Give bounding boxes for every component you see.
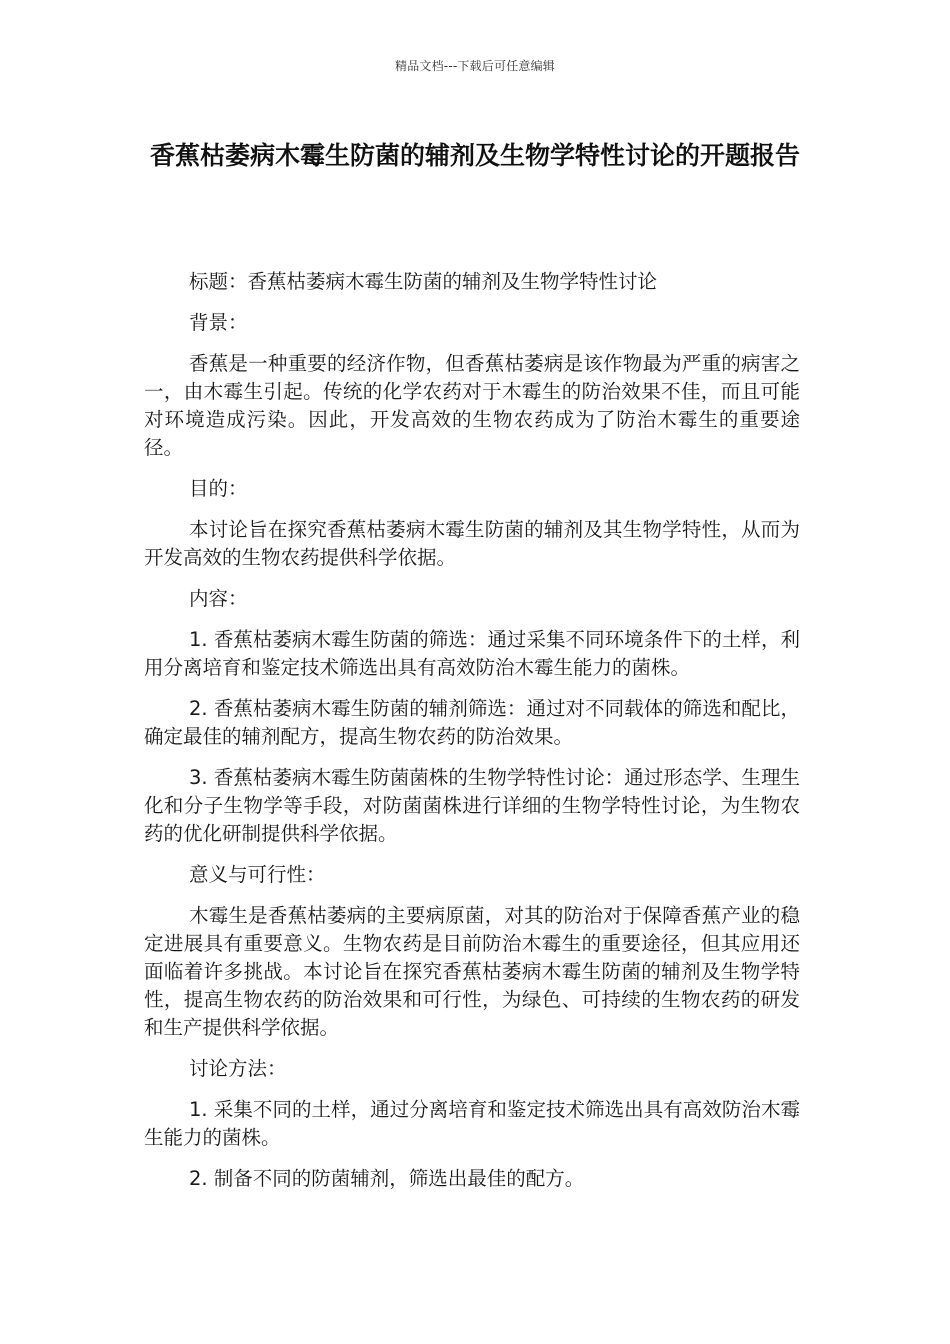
document-body: [144, 268, 800, 1206]
content-item-1: 1. 香蕉枯萎病木霉生防菌的筛选：通过采集不同环境条件下的土样，利用分离培育和鉴定技术筛选出具有高效防治木霉生能力的菌株。: [144, 628, 800, 679]
section-heading-content: 内容：: [189, 587, 248, 610]
content-item-2: 2. 香蕉枯萎病木霉生防菌的辅剂筛选：通过对不同载体的筛选和配比，确定最佳的辅剂配方，提高生物农药的防治效果。: [144, 697, 800, 748]
section-heading-background: 背景：: [189, 311, 248, 334]
document-title: 香蕉枯萎病木霉生防菌的辅剂及生物学特性讨论的开题报告: [149, 141, 800, 170]
paragraph-title-line: 标题：香蕉枯萎病木霉生防菌的辅剂及生物学特性讨论: [189, 270, 658, 293]
paragraph-background: 香蕉是一种重要的经济作物，但香蕉枯萎病是该作物最为严重的病害之一，由木霉生引起。传统的化学农药对于木霉生的防治效果不佳，而且可能对环境造成污染。因此，开发高效的生物农药成为了防治木霉生的重要途径。: [144, 352, 800, 459]
paragraph-purpose: 本讨论旨在探究香蕉枯萎病木霉生防菌的辅剂及其生物学特性，从而为开发高效的生物农药提供科学依据。: [144, 518, 800, 569]
method-item-1: 1. 采集不同的土样，通过分离培育和鉴定技术筛选出具有高效防治木霉生能力的菌株。: [144, 1098, 800, 1149]
section-heading-purpose: 目的：: [189, 477, 248, 500]
header-note: 精品文档---下载后可任意编辑: [395, 59, 555, 73]
method-item-2: 2. 制备不同的防菌辅剂，筛选出最佳的配方。: [189, 1167, 585, 1190]
content-item-3: 3. 香蕉枯萎病木霉生防菌菌株的生物学特性讨论：通过形态学、生理生化和分子生物学等手段，对防菌菌株进行详细的生物学特性讨论，为生物农药的优化研制提供科学依据。: [144, 766, 800, 845]
paragraph-significance: 木霉生是香蕉枯萎病的主要病原菌，对其的防治对于保障香蕉产业的稳定进展具有重要意义。生物农药是目前防治木霉生的重要途径，但其应用还面临着许多挑战。本讨论旨在探究香蕉枯萎病木霉生防菌的辅剂及生物学特性，提高生物农药的防治效果和可行性，为绿色、可持续的生物农药的研发和生产提供科学依据。: [144, 904, 800, 1039]
section-heading-significance: 意义与可行性：: [189, 863, 326, 886]
section-heading-methods: 讨论方法：: [189, 1057, 287, 1080]
